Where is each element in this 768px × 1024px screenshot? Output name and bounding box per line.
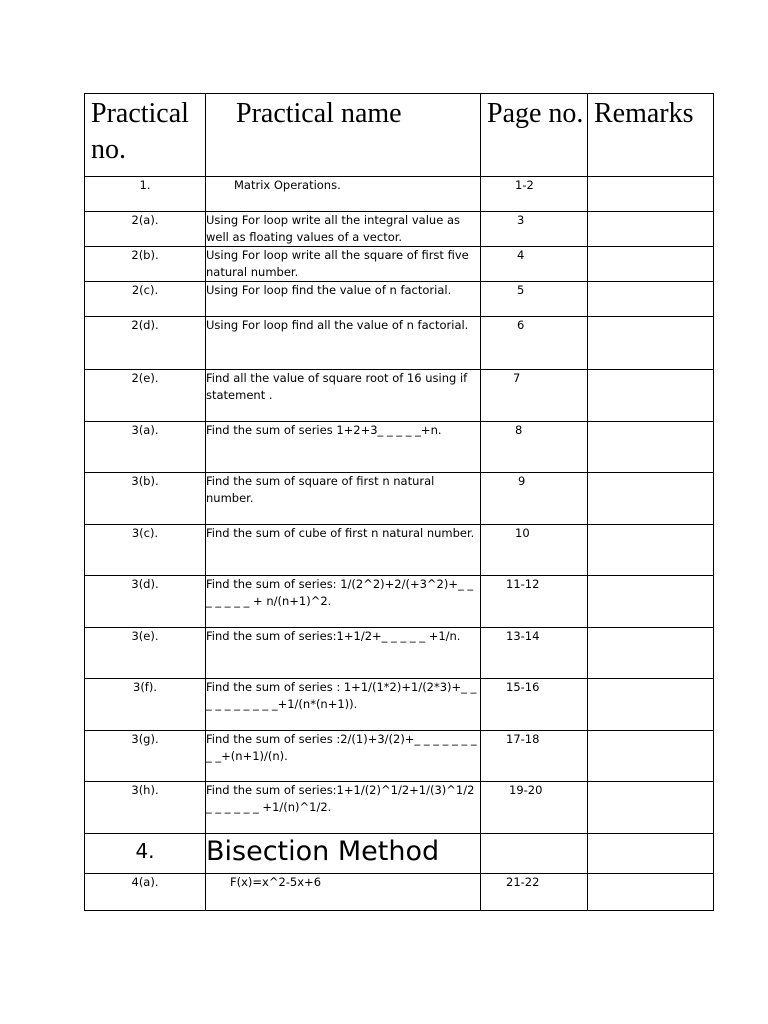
practical-no: 2(e). bbox=[85, 370, 206, 422]
remarks bbox=[588, 834, 714, 874]
practical-index-table bbox=[84, 93, 714, 911]
header-row bbox=[85, 94, 714, 177]
section-title: Bisection Method bbox=[206, 834, 481, 874]
page-no: 10 bbox=[481, 525, 588, 576]
remarks bbox=[588, 731, 714, 782]
practical-name: Find the sum of square of first n natural number. bbox=[206, 473, 481, 525]
page-no: 21-22 bbox=[481, 874, 588, 911]
page-no: 3 bbox=[481, 212, 588, 247]
table-row bbox=[85, 422, 714, 473]
table-row bbox=[85, 731, 714, 782]
table-row bbox=[85, 212, 714, 247]
header-remarks: Remarks bbox=[588, 94, 714, 177]
remarks bbox=[588, 247, 714, 282]
header-page-no: Page no. bbox=[481, 94, 588, 177]
practical-name: Using For loop find the value of n factorial. bbox=[206, 282, 481, 317]
practical-name: Find the sum of series : 1+1/(1*2)+1/(2*3)+_ _ _ _ _ _ _ _ _ _+1/(n*(n+1)). bbox=[206, 679, 481, 731]
remarks bbox=[588, 525, 714, 576]
page-no: 6 bbox=[481, 317, 588, 370]
practical-no: 3(d). bbox=[85, 576, 206, 628]
practical-no: 3(f). bbox=[85, 679, 206, 731]
remarks bbox=[588, 212, 714, 247]
practical-no: 2(d). bbox=[85, 317, 206, 370]
remarks bbox=[588, 782, 714, 834]
page-no: 1-2 bbox=[481, 177, 588, 212]
practical-no: 2(a). bbox=[85, 212, 206, 247]
table-row bbox=[85, 576, 714, 628]
table-row bbox=[85, 473, 714, 525]
practical-no: 4. bbox=[85, 834, 206, 874]
table-row bbox=[85, 679, 714, 731]
practical-no: 3(g). bbox=[85, 731, 206, 782]
table-row bbox=[85, 317, 714, 370]
remarks bbox=[588, 317, 714, 370]
table-row bbox=[85, 525, 714, 576]
practical-name: Find the sum of series:1+1/(2)^1/2+1/(3)^1/2 _ _ _ _ _ _ +1/(n)^1/2. bbox=[206, 782, 481, 834]
practical-name: Find the sum of series :2/(1)+3/(2)+_ _ _ _ _ _ _ _ _+(n+1)/(n). bbox=[206, 731, 481, 782]
practical-name: Using For loop find all the value of n factorial. bbox=[206, 317, 481, 370]
practical-no: 2(c). bbox=[85, 282, 206, 317]
remarks bbox=[588, 628, 714, 679]
practical-name: Using For loop write all the integral value as well as floating values of a vector. bbox=[206, 212, 481, 247]
page-no: 11-12 bbox=[481, 576, 588, 628]
practical-no: 4(a). bbox=[85, 874, 206, 911]
page-no: 13-14 bbox=[481, 628, 588, 679]
practical-no: 3(a). bbox=[85, 422, 206, 473]
page-no: 19-20 bbox=[481, 782, 588, 834]
practical-no: 1. bbox=[85, 177, 206, 212]
remarks bbox=[588, 422, 714, 473]
page-no: 4 bbox=[481, 247, 588, 282]
remarks bbox=[588, 576, 714, 628]
header-practical-name: Practical name bbox=[206, 94, 481, 177]
practical-no: 2(b). bbox=[85, 247, 206, 282]
page-no: 17-18 bbox=[481, 731, 588, 782]
practical-name: Find the sum of cube of first n natural number. bbox=[206, 525, 481, 576]
practical-name: Find all the value of square root of 16 using if statement . bbox=[206, 370, 481, 422]
practical-no: 3(h). bbox=[85, 782, 206, 834]
practical-name: Find the sum of series:1+1/2+_ _ _ _ _ +1/n. bbox=[206, 628, 481, 679]
practical-name: Using For loop write all the square of first five natural number. bbox=[206, 247, 481, 282]
table-row bbox=[85, 874, 714, 911]
table-row bbox=[85, 282, 714, 317]
page-no: 5 bbox=[481, 282, 588, 317]
practical-no: 3(c). bbox=[85, 525, 206, 576]
page-no: 7 bbox=[481, 370, 588, 422]
remarks bbox=[588, 370, 714, 422]
practical-name: Matrix Operations. bbox=[206, 177, 481, 212]
remarks bbox=[588, 282, 714, 317]
page-no bbox=[481, 834, 588, 874]
practical-name: F(x)=x^2-5x+6 bbox=[206, 874, 481, 911]
header-practical-no: Practical no. bbox=[85, 94, 206, 177]
page-no: 15-16 bbox=[481, 679, 588, 731]
practical-no: 3(e). bbox=[85, 628, 206, 679]
table-row bbox=[85, 782, 714, 834]
remarks bbox=[588, 679, 714, 731]
remarks bbox=[588, 473, 714, 525]
practical-no: 3(b). bbox=[85, 473, 206, 525]
table-row bbox=[85, 177, 714, 212]
page-no: 8 bbox=[481, 422, 588, 473]
table-row bbox=[85, 370, 714, 422]
practical-name: Find the sum of series 1+2+3_ _ _ _ _+n. bbox=[206, 422, 481, 473]
practical-name: Find the sum of series: 1/(2^2)+2/(+3^2)+_ _ _ _ _ _ _ + n/(n+1)^2. bbox=[206, 576, 481, 628]
page-no: 9 bbox=[481, 473, 588, 525]
table-row bbox=[85, 628, 714, 679]
table-row bbox=[85, 247, 714, 282]
remarks bbox=[588, 177, 714, 212]
table-row bbox=[85, 834, 714, 874]
remarks bbox=[588, 874, 714, 911]
